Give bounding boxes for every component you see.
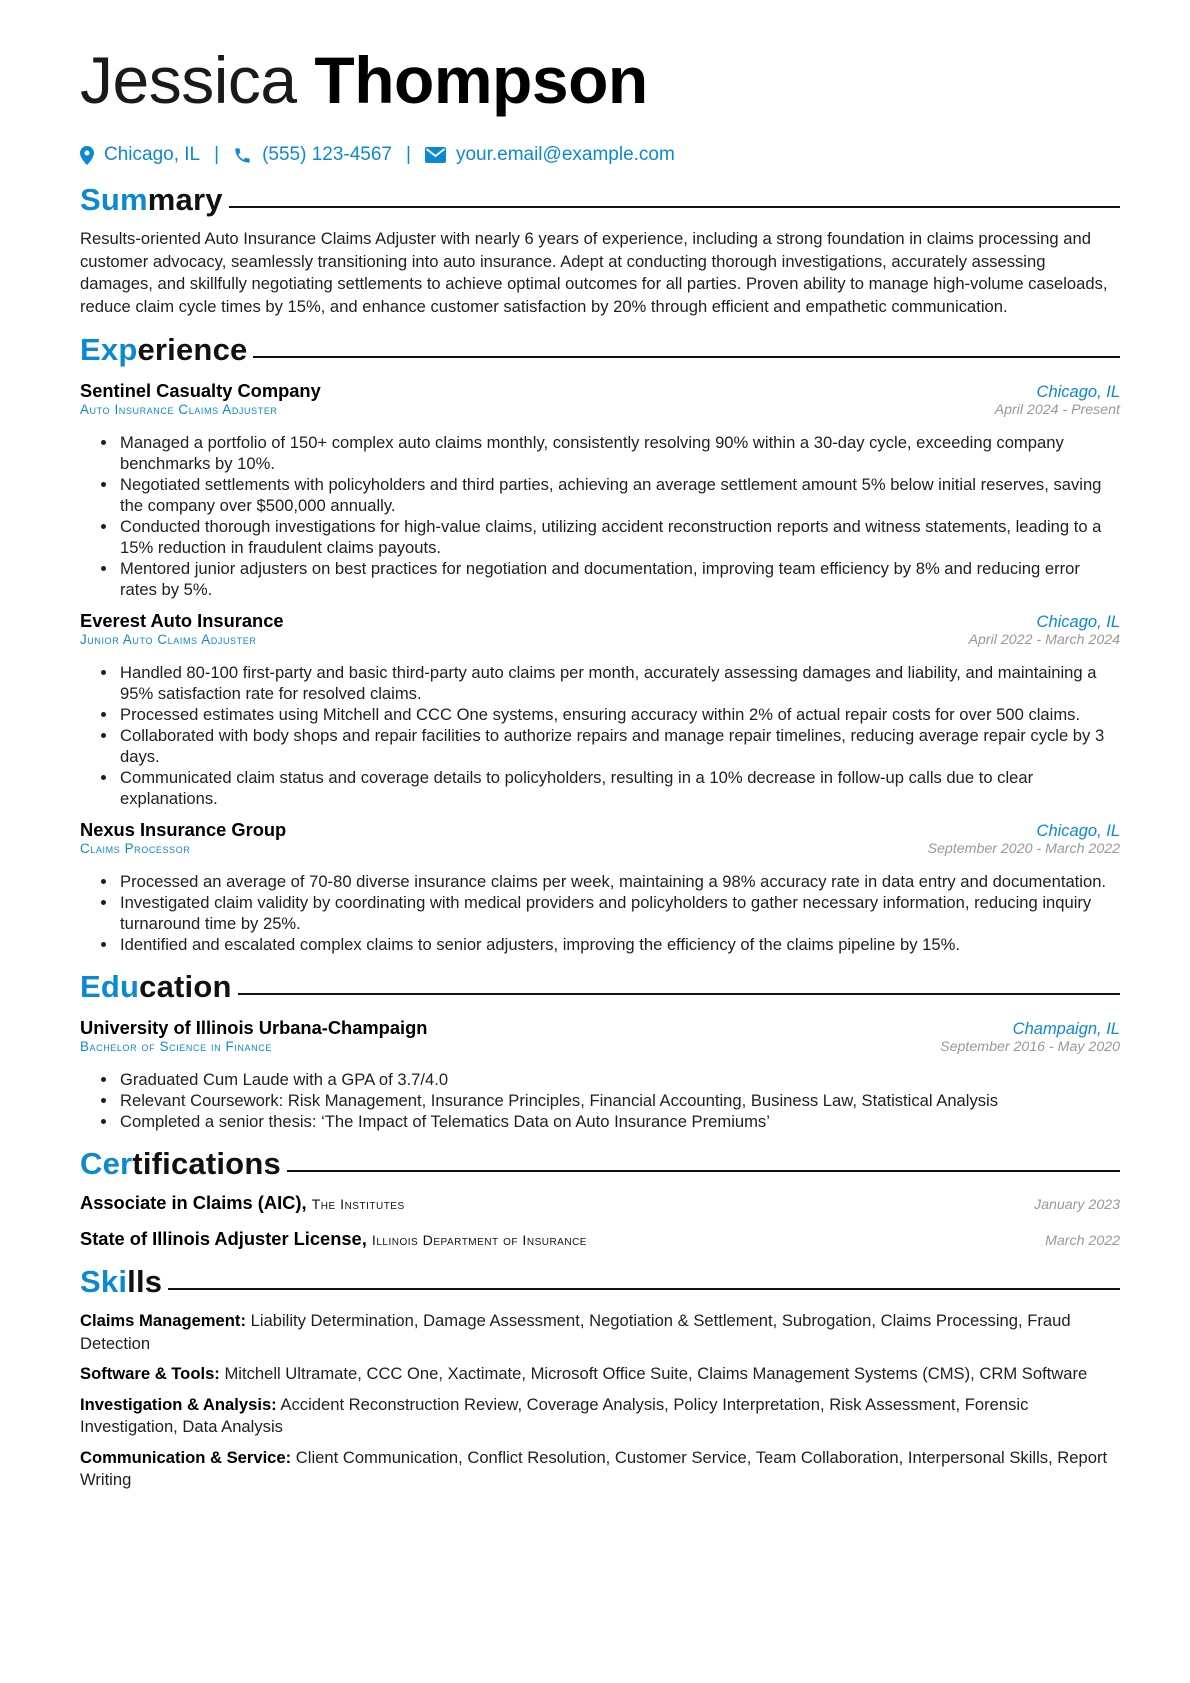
summary-text: Results-oriented Auto Insurance Claims Adjuster with nearly 6 years of experience, including a strong foundation in claims processing and customer advocacy, seamlessly transitioning into auto insurance. Adept at conducting thorough investigations, accurately assessing damages, and skillfully negotiating settlements to achieve optimal outcomes for all parties. Proven ability to manage high-volume caseloads, reduce claim cycle times by 15%, and enhance customer satisfaction by 20% through efficient and empathetic communication. [80,229,1108,316]
candidate-name [80,40,1120,120]
job-entry [80,819,1120,955]
summary-heading: Summary [80,180,1120,220]
job-location: Chicago, IL [1036,822,1120,840]
certification-item: Associate in Claims (AIC), The Institutes January 2023 [80,1192,1120,1213]
bullet-item: • Conducted thorough investigations for high-value claims, utilizing accident reconstruction reports and witness statements, leading to a 15% reduction in fraudulent claims payouts. [118,516,1120,558]
experience-heading: Experience [80,330,1120,370]
job-title: Auto Insurance Claims Adjuster [80,402,278,417]
skill-group [80,1310,1120,1355]
certification-issuer: The Institutes [311,1197,405,1213]
section-rule [229,206,1120,208]
certification-date: March 2022 [1045,1233,1120,1249]
map-pin-icon [80,146,94,165]
bullet-item: • Collaborated with body shops and repair facilities to authorize repairs and manage repair timelines, reducing average repair cycle by 3 days. [118,725,1120,767]
job-dates: April 2022 - March 2024 [968,632,1120,648]
contact-email[interactable] [425,144,675,166]
bullet-item: • Investigated claim validity by coordinating with medical providers and policyholders to gather necessary information, reducing inquiry turnaround time by 25%. [118,892,1120,934]
bullet-item: • Mentored junior adjusters on best practices for negotiation and documentation, improving team efficiency by 8% and reducing error rates by 5%. [118,558,1120,600]
section-rule [253,356,1120,358]
school-location: Champaign, IL [1012,1020,1120,1038]
company-name: Sentinel Casualty Company [80,380,321,401]
bullet-item: • Managed a portfolio of 150+ complex auto claims monthly, consistently resolving 90% within a 30-day cycle, exceeding company benchmarks by 10%. [118,432,1120,474]
job-entry [80,380,1120,600]
bullet-item: • Communicated claim status and coverage details to policyholders, resulting in a 10% decrease in follow-up calls due to clear explanations. [118,767,1120,809]
education-dates: September 2016 - May 2020 [940,1039,1120,1055]
skill-label: Communication & Service: [80,1447,292,1467]
company-name: Nexus Insurance Group [80,819,287,840]
certification-date: January 2023 [1034,1197,1120,1213]
section-rule [238,993,1120,995]
skill-list: Accident Reconstruction Review, Coverage Analysis, Policy Interpretation, Risk Assessment, Forensic Investigation, Data Analysis [80,1394,1029,1436]
job-bullets [80,662,1120,809]
bullet-item: • Graduated Cum Laude with a GPA of 3.7/4.0 [118,1069,1120,1090]
contact-separator: | [214,144,220,165]
certification-issuer: Illinois Department of Insurance [371,1233,587,1249]
skills-heading: Skills [80,1262,1120,1302]
skill-list: Mitchell Ultramate, CCC One, Xactimate, Microsoft Office Suite, Claims Management Systems (CMS), CRM Software [224,1364,1088,1383]
contact-bar [80,142,1120,168]
first-name: Jessica [80,43,297,117]
job-bullets [80,871,1120,955]
skill-list: Client Communication, Conflict Resolution, Customer Service, Team Collaboration, Interpersonal Skills, Report Writing [80,1447,1108,1489]
education-heading: Education [80,967,1120,1007]
skill-group [80,1363,1120,1386]
skill-label: Claims Management: [80,1311,246,1330]
certification-name: State of Illinois Adjuster License [80,1228,362,1249]
contact-phone[interactable] [233,144,392,166]
bullet-item: • Completed a senior thesis: ‘The Impact of Telematics Data on Auto Insurance Premiums’ [118,1111,1120,1132]
job-title: Junior Auto Claims Adjuster [80,632,257,647]
bullet-item: • Handled 80-100 first-party and basic third-party auto claims per month, accurately assessing damages and liability, and maintaining a 95% satisfaction rate for resolved claims. [118,662,1120,704]
skill-group [80,1447,1120,1492]
skill-label: Investigation & Analysis: [80,1394,277,1414]
certifications-heading: Certifications [80,1144,1120,1184]
education-entry [80,1017,1120,1132]
location-text: Chicago, IL [104,144,201,165]
section-rule [168,1288,1120,1290]
skill-group [80,1394,1120,1439]
school-name: University of Illinois Urbana-Champaign [80,1017,428,1038]
job-title: Claims Processor [80,841,191,856]
certification-name: Associate in Claims (AIC) [80,1192,302,1213]
company-name: Everest Auto Insurance [80,610,284,631]
bullet-item: • Identified and escalated complex claims to senior adjusters, improving the efficiency of the claims pipeline by 15%. [118,934,1120,955]
email-link: your.email@example.com [455,144,675,165]
job-entry [80,610,1120,809]
phone-icon [233,146,252,165]
phone-text: (555) 123-4567 [262,144,392,165]
bullet-item: • Processed estimates using Mitchell and CCC One systems, ensuring accuracy within 2% of actual repair costs for over 500 claims. [118,704,1120,725]
certification-item: State of Illinois Adjuster License, Illinois Department of Insurance March 2022 [80,1228,1120,1249]
job-dates: April 2024 - Present [994,402,1120,418]
bullet-item: • Processed an average of 70-80 diverse insurance claims per week, maintaining a 98% accuracy rate in data entry and documentation. [118,871,1120,892]
last-name: Thompson [314,43,648,117]
job-bullets [80,432,1120,600]
bullet-item: • Negotiated settlements with policyholders and third parties, achieving an average settlement amount 5% below initial reserves, saving the company over $500,000 annually. [118,474,1120,516]
skill-label: Software & Tools: [80,1364,220,1383]
job-dates: September 2020 - March 2022 [927,841,1120,857]
job-location: Chicago, IL [1036,613,1120,631]
bullet-item: • Relevant Coursework: Risk Management, Insurance Principles, Financial Accounting, Business Law, Statistical Analysis [118,1090,1120,1111]
section-rule [287,1170,1120,1172]
degree: Bachelor of Science in Finance [80,1039,272,1054]
job-location: Chicago, IL [1036,383,1120,401]
skill-list: Liability Determination, Damage Assessment, Negotiation & Settlement, Subrogation, Claims Processing, Fraud Detection [80,1311,1071,1353]
education-bullets [80,1069,1120,1132]
contact-separator: | [406,144,411,165]
envelope-icon [425,147,446,163]
resume-page [80,40,1120,1492]
contact-location [80,144,200,166]
